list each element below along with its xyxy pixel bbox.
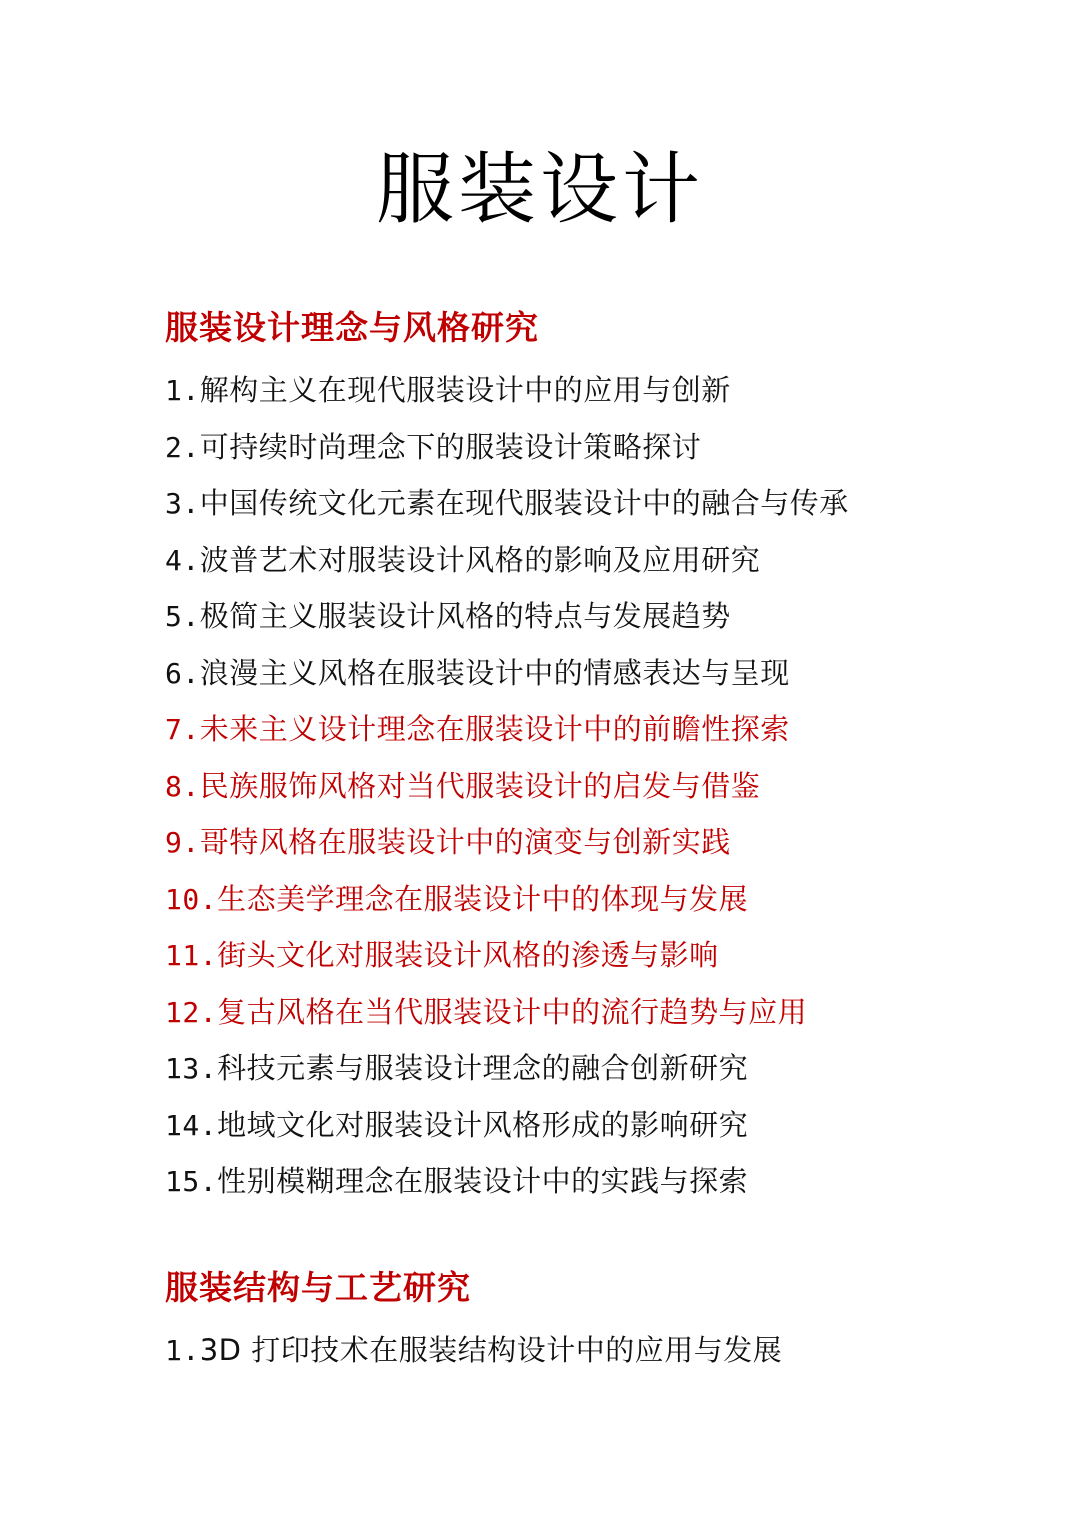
topic-item xyxy=(165,871,1045,928)
topic-number: 1. xyxy=(165,1334,200,1367)
topic-text: 性别模糊理念在服装设计中的实践与探索 xyxy=(217,1164,749,1198)
topic-item xyxy=(165,701,1045,758)
topic-text: 3D 打印技术在服装结构设计中的应用与发展 xyxy=(199,1333,783,1367)
topic-text: 解构主义在现代服装设计中的应用与创新 xyxy=(199,373,731,407)
topic-item xyxy=(165,362,1045,419)
topic-text: 生态美学理念在服装设计中的体现与发展 xyxy=(217,881,749,916)
topic-number: 13. xyxy=(165,1052,218,1085)
topic-number: 3. xyxy=(165,487,200,520)
topic-number: 2. xyxy=(165,430,200,464)
topic-item xyxy=(165,1097,1045,1154)
section-design-concepts xyxy=(165,302,1045,1210)
topic-number: 9. xyxy=(165,826,200,859)
section-heading: 服装设计理念与风格研究 xyxy=(165,308,539,347)
section-heading: 服装结构与工艺研究 xyxy=(165,1268,471,1307)
topic-number: 12. xyxy=(165,995,218,1029)
topic-text: 复古风格在当代服装设计中的流行趋势与应用 xyxy=(217,994,808,1029)
topic-number: 11. xyxy=(165,939,218,972)
topic-number: 1. xyxy=(165,374,200,407)
topic-text: 未来主义设计理念在服装设计中的前瞻性探索 xyxy=(199,712,790,746)
topic-item xyxy=(165,1322,1045,1379)
topic-number: 15. xyxy=(165,1165,218,1198)
topic-item xyxy=(165,588,1045,645)
topic-text: 街头文化对服装设计风格的渗透与影响 xyxy=(217,938,719,972)
topic-number: 7. xyxy=(165,713,200,746)
topic-item xyxy=(165,927,1045,984)
topic-text: 哥特风格在服装设计中的演变与创新实践 xyxy=(199,825,731,859)
topic-list xyxy=(165,1322,1045,1379)
section-structure-craft xyxy=(165,1262,1045,1379)
topic-number: 8. xyxy=(165,769,200,803)
topic-item xyxy=(165,419,1045,476)
topic-item xyxy=(165,814,1045,871)
topic-text: 可持续时尚理念下的服装设计策略探讨 xyxy=(199,429,702,464)
topic-number: 6. xyxy=(165,656,200,690)
topic-item xyxy=(165,758,1045,815)
topic-text: 浪漫主义风格在服装设计中的情感表达与呈现 xyxy=(199,655,790,690)
topic-text: 科技元素与服装设计理念的融合创新研究 xyxy=(217,1051,749,1085)
topic-text: 波普艺术对服装设计风格的影响及应用研究 xyxy=(199,542,761,577)
topic-item xyxy=(165,1153,1045,1210)
topic-number: 14. xyxy=(165,1108,218,1142)
topic-item xyxy=(165,984,1045,1041)
topic-item xyxy=(165,475,1045,532)
page-title: 服装设计 xyxy=(375,145,704,235)
topic-number: 10. xyxy=(165,882,218,916)
topic-list xyxy=(165,362,1045,1210)
topic-text: 极简主义服装设计风格的特点与发展趋势 xyxy=(199,599,731,633)
topic-number: 5. xyxy=(165,600,200,633)
topic-item xyxy=(165,532,1045,589)
topic-text: 民族服饰风格对当代服装设计的启发与借鉴 xyxy=(199,768,761,803)
topic-item xyxy=(165,1040,1045,1097)
topic-number: 4. xyxy=(165,543,200,577)
topic-item xyxy=(165,645,1045,702)
topic-text: 中国传统文化元素在现代服装设计中的融合与传承 xyxy=(199,486,849,520)
topic-text: 地域文化对服装设计风格形成的影响研究 xyxy=(217,1107,749,1142)
